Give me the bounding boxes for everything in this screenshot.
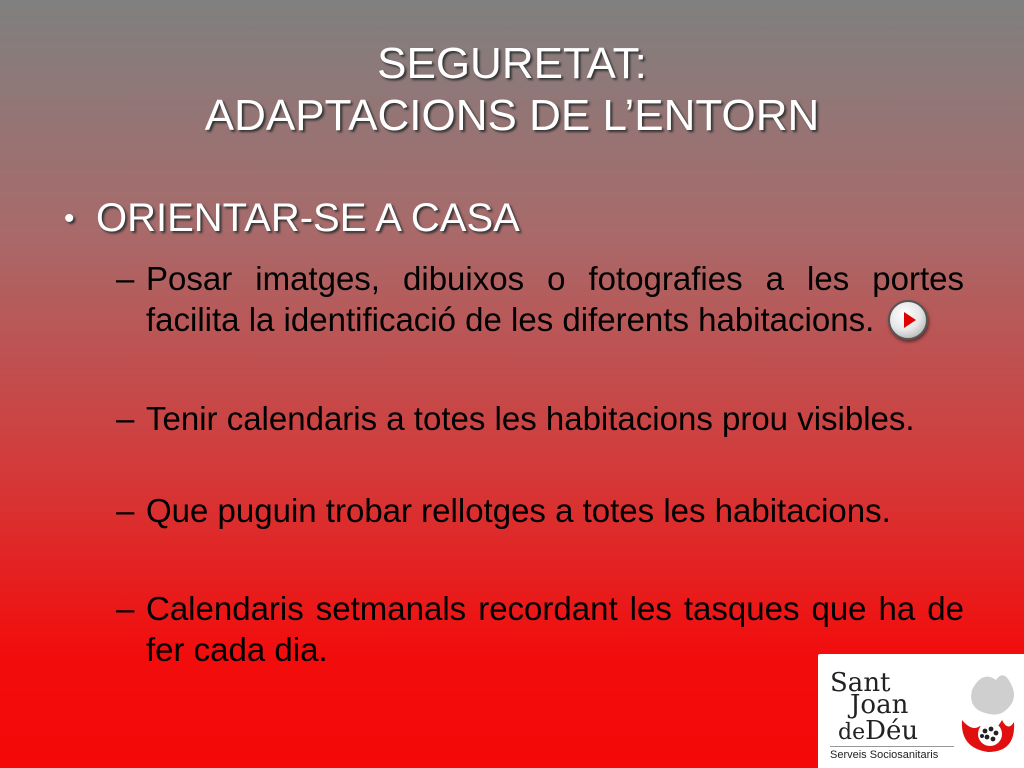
play-button-icon[interactable]: [888, 300, 928, 340]
logo-line-2: Joan: [850, 690, 909, 720]
sub-item-3: [116, 490, 964, 531]
sub-item-1: [116, 258, 964, 342]
logo-line-3: [838, 716, 918, 746]
logo-subtitle: Serveis Sociosanitaris: [830, 746, 954, 761]
logo-deu: Déu: [865, 716, 919, 746]
sub-item-1-text: Posar imatges, dibuixos o fotografies a les portes facilita la identificació de les diferents habitacions.: [146, 260, 964, 338]
title-line-2: ADAPTACIONS DE L’ENTORN: [204, 91, 820, 140]
title-line-1: SEGURETAT:: [377, 39, 647, 88]
main-bullet: [64, 196, 520, 241]
sub-item-3-text: Que puguin trobar rellotges a totes les habitacions.: [146, 492, 891, 529]
dash-marker: –: [116, 260, 135, 297]
slide-title: [0, 38, 1024, 142]
bullet-dot: •: [64, 201, 75, 235]
logo-line-1: Sant: [830, 668, 891, 698]
sant-joan-de-deu-logo: [818, 654, 1024, 768]
sub-item-2-text: Tenir calendaris a totes les habitacions prou visibles.: [146, 400, 915, 437]
logo-de: de: [838, 720, 866, 745]
pomegranate-icon: [952, 660, 1022, 760]
dash-marker: –: [116, 492, 135, 529]
main-bullet-text: ORIENTAR-SE A CASA: [96, 196, 520, 240]
dash-marker: –: [116, 400, 135, 437]
sub-item-4-text: Calendaris setmanals recordant les tasques que ha de fer cada dia.: [146, 590, 964, 668]
sub-item-2: [116, 398, 964, 439]
dash-marker: –: [116, 590, 135, 627]
